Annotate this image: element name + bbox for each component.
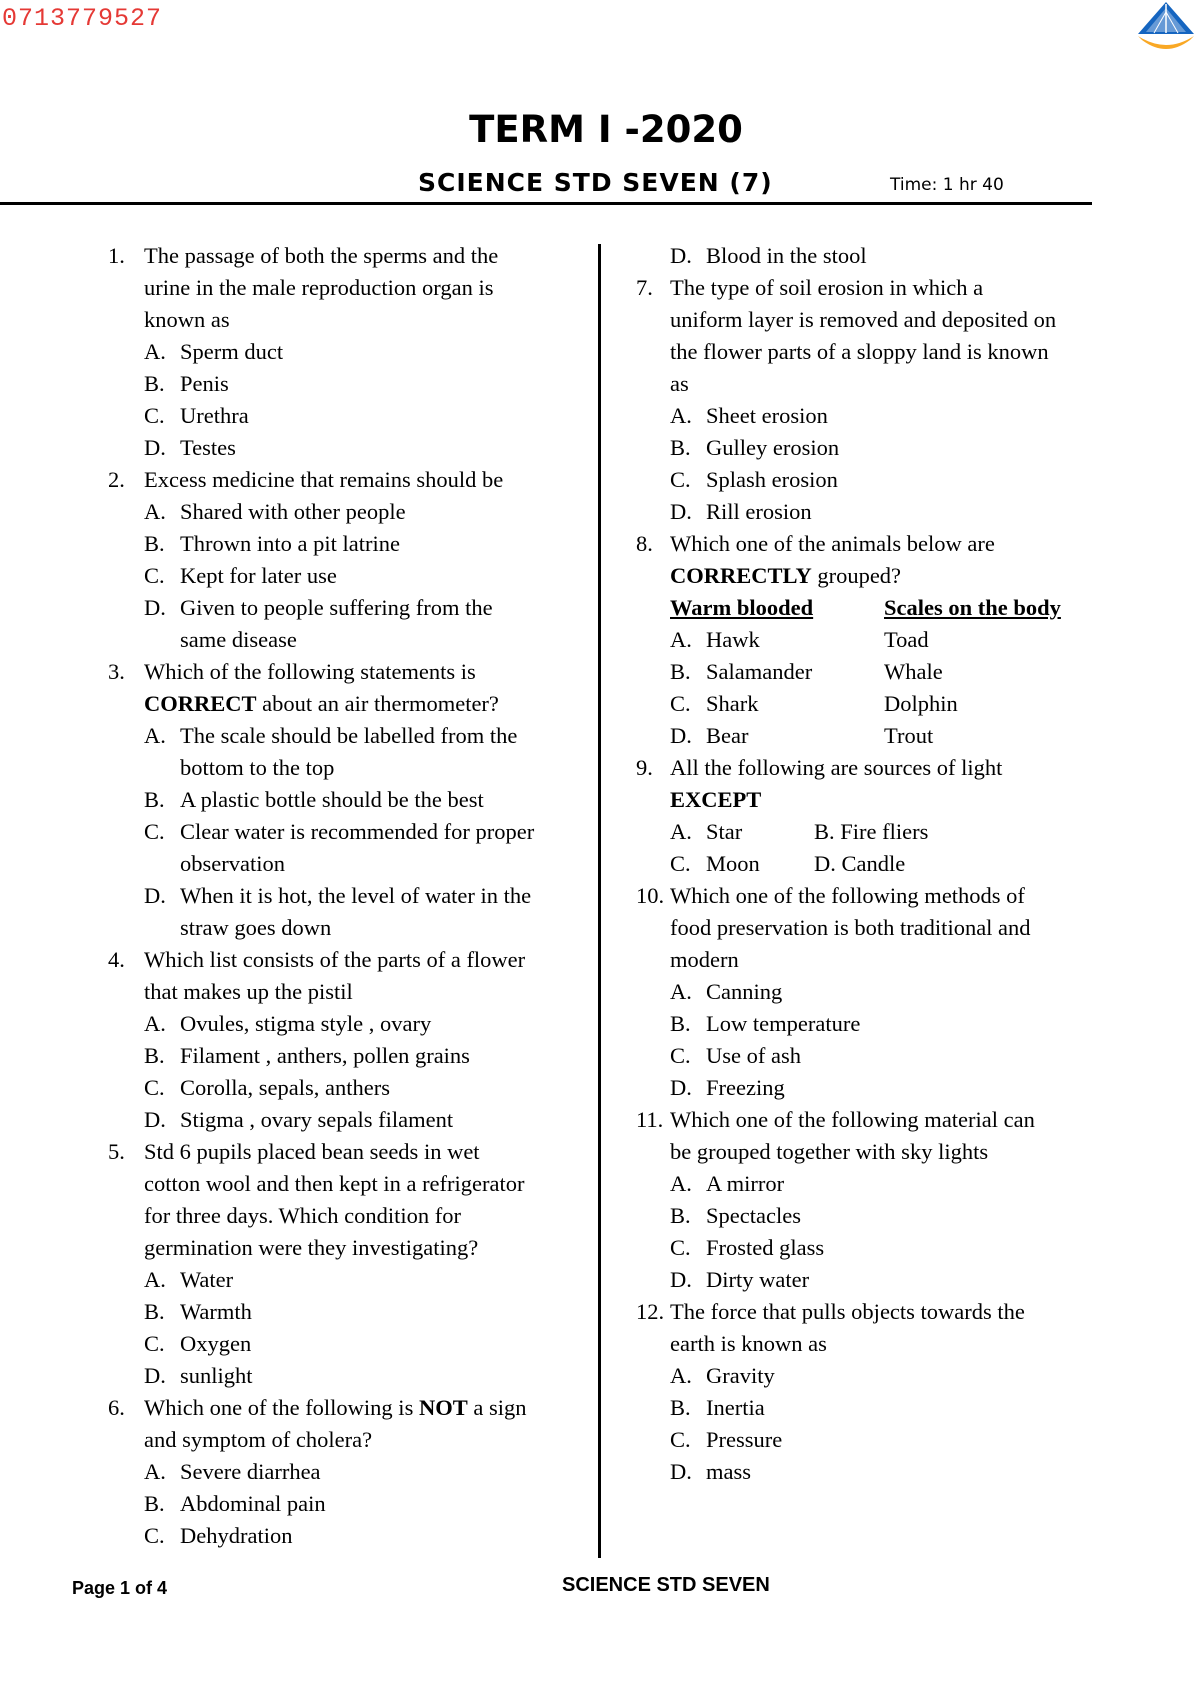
- option-2c: C. Kept for later use: [144, 563, 337, 588]
- option-11c: C. Frosted glass: [670, 1235, 825, 1260]
- option-5b: B. Warmth: [144, 1299, 252, 1324]
- option-1d: D. Testes: [144, 435, 236, 460]
- question-text: EXCEPT: [670, 787, 762, 812]
- option-4b: B. Filament , anthers, pollen grains: [144, 1043, 470, 1068]
- option-2b: B. Thrown into a pit latrine: [144, 531, 400, 556]
- option-3d: D. When it is hot, the level of water in the: [144, 883, 532, 908]
- question-2: 2. Excess medicine that remains should be: [108, 467, 504, 492]
- option-10c: C. Use of ash: [670, 1043, 801, 1068]
- question-text: be grouped together with sky lights: [670, 1139, 989, 1164]
- question-text: as: [670, 371, 689, 396]
- question-3: 3. Which of the following statements is: [108, 659, 476, 684]
- question-10: 10. Which one of the following methods of: [636, 883, 1025, 908]
- option-5a: A. Water: [144, 1267, 234, 1292]
- question-6: 6. Which one of the following is NOT a sign: [108, 1395, 527, 1420]
- question-text: the flower parts of a sloppy land is known: [670, 339, 1049, 364]
- option-7d: D. Rill erosion: [670, 499, 812, 524]
- option-10b: B. Low temperature: [670, 1011, 861, 1036]
- option-4c: C. Corolla, sepals, anthers: [144, 1075, 390, 1100]
- option-1c: C. Urethra: [144, 403, 249, 428]
- question-text: CORRECTLY grouped?: [670, 563, 902, 588]
- option-6b: B. Abdominal pain: [144, 1491, 326, 1516]
- option-2d-cont: same disease: [180, 627, 297, 652]
- question-text: modern: [670, 947, 739, 972]
- question-text: food preservation is both traditional and: [670, 915, 1031, 940]
- col-header-warm: Warm blooded: [670, 595, 814, 620]
- question-text: cotton wool and then kept in a refrigerator: [144, 1171, 525, 1196]
- option-2a: A. Shared with other people: [144, 499, 406, 524]
- question-text: germination were they investigating?: [144, 1235, 479, 1260]
- question-text: known as: [144, 307, 230, 332]
- option-11b: B. Spectacles: [670, 1203, 801, 1228]
- header-rule: [0, 202, 1092, 205]
- table-row: D. Bear Trout: [670, 723, 934, 748]
- option-1a: A. Sperm duct: [144, 339, 284, 364]
- option-6c: C. Dehydration: [144, 1523, 293, 1548]
- option-11d: D. Dirty water: [670, 1267, 810, 1292]
- exam-title: TERM I -2020: [469, 108, 743, 151]
- question-1: 1. The passage of both the sperms and the: [108, 243, 499, 268]
- option-10d: D. Freezing: [670, 1075, 785, 1100]
- option-row-9: A. Star B. Fire fliers: [670, 819, 929, 844]
- option-4d: D. Stigma , ovary sepals filament: [144, 1107, 454, 1132]
- phone-number: 0713779527: [2, 4, 163, 33]
- exam-time: Time: 1 hr 40: [890, 175, 1004, 195]
- option-3a-cont: bottom to the top: [180, 755, 335, 780]
- option-7a: A. Sheet erosion: [670, 403, 828, 428]
- option-6d: D. Blood in the stool: [670, 243, 867, 268]
- column-divider: [598, 244, 601, 1558]
- option-12d: D. mass: [670, 1459, 751, 1484]
- question-12: 12. The force that pulls objects towards the: [636, 1299, 1025, 1324]
- question-text: uniform layer is removed and deposited on: [670, 307, 1057, 332]
- table-row: A. Hawk Toad: [670, 627, 929, 652]
- option-10a: A. Canning: [670, 979, 783, 1004]
- question-text: CORRECT about an air thermometer?: [144, 691, 499, 716]
- question-text: for three days. Which condition for: [144, 1203, 461, 1228]
- table-row: C. Shark Dolphin: [670, 691, 958, 716]
- school-logo-icon: [1132, 0, 1200, 58]
- option-12a: A. Gravity: [670, 1363, 775, 1388]
- question-9: 9. All the following are sources of light: [636, 755, 1003, 780]
- table-header: [670, 592, 1130, 624]
- option-7c: C. Splash erosion: [670, 467, 838, 492]
- option-12c: C. Pressure: [670, 1427, 783, 1452]
- option-3b: B. A plastic bottle should be the best: [144, 787, 484, 812]
- option-5c: C. Oxygen: [144, 1331, 252, 1356]
- page-number: Page 1 of 4: [72, 1578, 168, 1598]
- question-7: 7. The type of soil erosion in which a: [636, 275, 984, 300]
- question-text: earth is known as: [670, 1331, 827, 1356]
- question-8: 8. Which one of the animals below are: [636, 531, 995, 556]
- footer-title: SCIENCE STD SEVEN: [562, 1574, 770, 1596]
- question-5: 5. Std 6 pupils placed bean seeds in wet: [108, 1139, 480, 1164]
- col-header-scales: Scales on the body: [884, 595, 1061, 620]
- option-4a: A. Ovules, stigma style , ovary: [144, 1011, 432, 1036]
- option-12b: B. Inertia: [670, 1395, 765, 1420]
- option-6a: A. Severe diarrhea: [144, 1459, 321, 1484]
- option-2d: D. Given to people suffering from the: [144, 595, 493, 620]
- question-11: 11. Which one of the following material can: [636, 1107, 1035, 1132]
- option-3c-cont: observation: [180, 851, 285, 876]
- question-text: urine in the male reproduction organ is: [144, 275, 494, 300]
- option-3d-cont: straw goes down: [180, 915, 332, 940]
- question-text: and symptom of cholera?: [144, 1427, 373, 1452]
- exam-subtitle: SCIENCE STD SEVEN (7): [418, 168, 773, 197]
- right-column: [636, 240, 1130, 1488]
- option-3a: A. The scale should be labelled from the: [144, 723, 518, 748]
- left-column: [108, 240, 588, 1552]
- option-7b: B. Gulley erosion: [670, 435, 840, 460]
- option-3c: C. Clear water is recommended for proper: [144, 819, 535, 844]
- question-4: 4. Which list consists of the parts of a flower: [108, 947, 526, 972]
- option-11a: A. A mirror: [670, 1171, 785, 1196]
- option-1b: B. Penis: [144, 371, 229, 396]
- option-row-9: C. Moon D. Candle: [670, 851, 906, 876]
- table-row: B. Salamander Whale: [670, 659, 943, 684]
- option-5d: D. sunlight: [144, 1363, 253, 1388]
- question-text: that makes up the pistil: [144, 979, 353, 1004]
